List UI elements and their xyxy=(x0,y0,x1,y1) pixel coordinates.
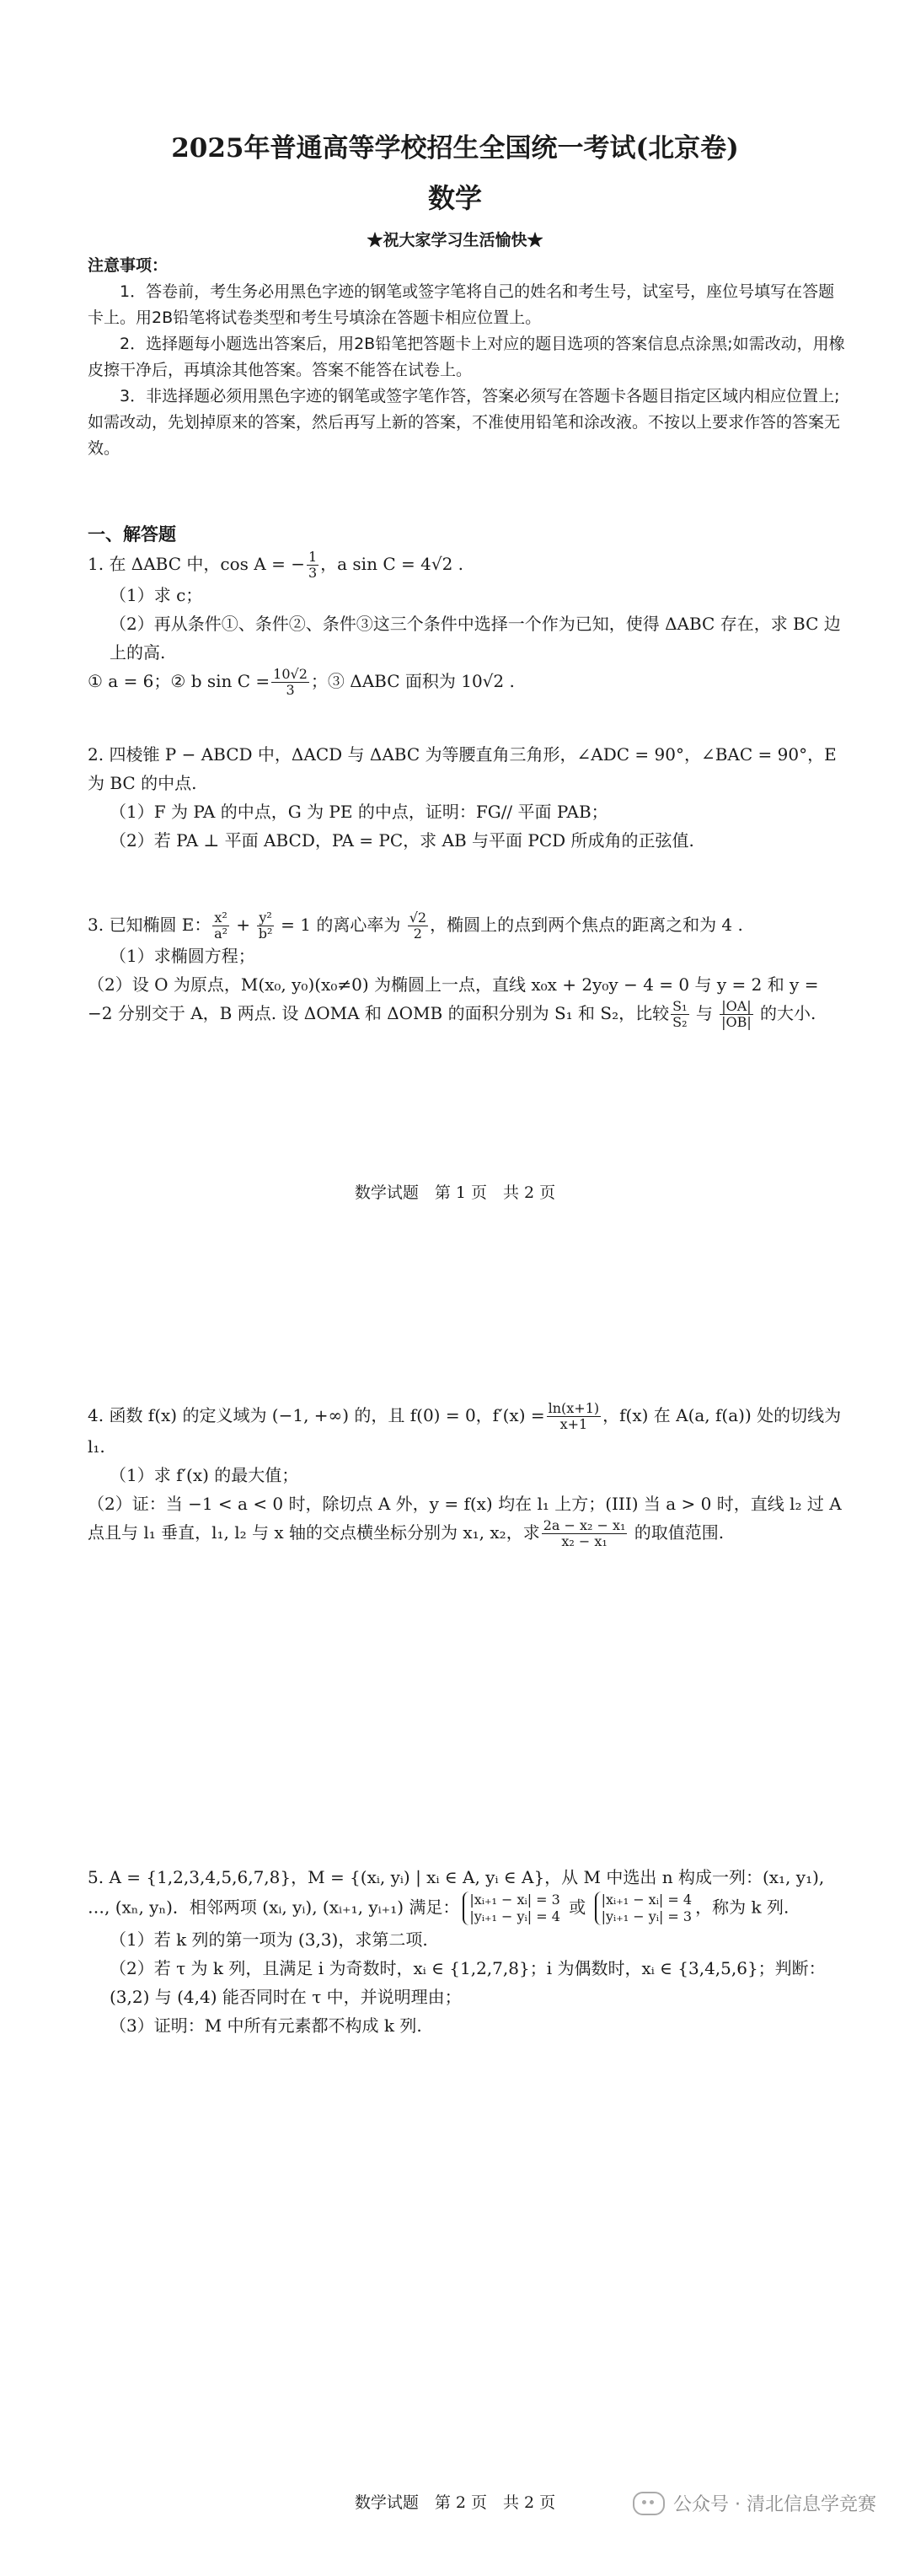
question-4 xyxy=(88,1401,846,1549)
question-1-stem: 1. 在 ΔABC 中，cos A = − $\frac{1}{3}$ ，a sin C = 4√2 . xyxy=(88,549,464,581)
exam-wish: ★祝大家学习生活愉快★ xyxy=(367,231,543,250)
question-1-part-1: （1）求 c； xyxy=(110,585,203,605)
question-5 xyxy=(88,1863,846,2040)
question-1-part-2: （2）再从条件①、条件②、条件③这三个条件中选择一个作为已知，使得 ΔABC 存在，求 BC 边上的高. xyxy=(110,614,841,663)
question-3-part-2: （2）设 O 为原点，M(x₀, y₀)(x₀≠0) 为椭圆上一点，直线 x₀x + 2y₀y − 4 = 0 与 y = 2 和 y = −2 分别交于 A，B 两点. 设 ΔOMA 和 ΔOMB 的面积分别为 S₁ 和 S₂，比较 $\frac{\text{S₁}}{\text{S₂}}$ 与 $\frac{|OA|}{|OB|}$ 的大小. xyxy=(88,974,819,1030)
fraction: $\frac{\text{y²}}{\text{b²}}$ xyxy=(258,910,273,942)
question-2-part-2: （2）若 PA ⊥ 平面 ABCD，PA = PC，求 AB 与平面 PCD 所成角的正弦值. xyxy=(110,830,694,851)
wechat-icon xyxy=(633,2492,665,2515)
question-2 xyxy=(88,740,846,855)
question-2-stem: 2. 四棱锥 P − ABCD 中，ΔACD 与 ΔABC 为等腰直角三角形，∠ADC = 90°，∠BAC = 90°，E 为 BC 的中点. xyxy=(88,744,837,793)
question-3 xyxy=(88,910,846,1030)
question-2-part-1: （1）F 为 PA 的中点，G 为 PE 的中点，证明：FG// 平面 PAB； xyxy=(110,802,608,822)
note-item: 2．选择题每小题选出答案后，用2B铅笔把答题卡上对应的题目选项的答案信息点涂黑;如需改动，用橡皮擦干净后，再填涂其他答案。答案不能答在试卷上。 xyxy=(88,335,845,379)
fraction: $\frac{√2}{2}$ xyxy=(409,910,427,942)
question-1-conditions: ① a = 6；② b sin C = $\frac{10√2}{3}$ ；③ ΔABC 面积为 10√2 . xyxy=(88,666,515,698)
question-3-part-1: （1）求椭圆方程； xyxy=(110,946,255,966)
fraction: $\frac{10√2}{3}$ xyxy=(273,666,308,698)
exam-page-1 xyxy=(0,0,910,1264)
question-4-stem: 4. 函数 f(x) 的定义域为 (−1, +∞) 的，且 f(0) = 0，f′(x) = $\frac{\ln(x+1)}{x+1}$ ，f(x) 在 A(a, f(a)) 处的切线为 l₁. xyxy=(88,1400,842,1457)
exam-title: 2025年普通高等学校招生全国统一考试(北京卷) xyxy=(171,133,739,164)
note-item: 1．答卷前，考生务必用黑色字迹的钢笔或签字笔将自己的姓名和考生号，试室号，座位号填写在答题卡上。用2B铅笔将试卷类型和考生号填涂在答题卡相应位置上。 xyxy=(88,282,835,327)
page-footer: 数学试题 第 1 页 共 2 页 xyxy=(354,1183,556,1202)
fraction: $\frac{\text{2a − x₂ − x₁}}{\text{x₂ − x₁}}$ xyxy=(543,1517,626,1549)
note-item: 3．非选择题必须用黑色字迹的钢笔或签字笔作答，答案必须写在答题卡各题目指定区域内相应位置上;如需改动，先划掉原来的答案，然后再写上新的答案，不准使用铅笔和涂改液。不按以上要求作答的答案无效。 xyxy=(88,387,841,458)
question-5-stem: 5. A = {1,2,3,4,5,6,7,8}，M = {(xᵢ, yᵢ) | xᵢ ∈ A, yᵢ ∈ A}，从 M 中选出 n 构成一列：(x₁, y₁), …, (xₙ, yₙ)．相邻两项 (xᵢ, yᵢ), (xᵢ₊₁, yᵢ₊₁) 满足： |xᵢ₊₁ − xᵢ| = 3 |yᵢ₊₁ − yᵢ| = 4 或 |xᵢ₊₁ − xᵢ| = 4 |yᵢ₊₁ − yᵢ| = 3 ，称为 k 列. xyxy=(88,1867,825,1924)
question-3-stem: 3. 已知椭圆 E： $\frac{\text{x²}}{\text{a²}}$ + $\frac{\text{y²}}{\text{b²}}$ = 1 的离心率为 $\frac{√2}{2}$ ，椭圆上的点到两个焦点的距离之和为 4 . xyxy=(88,910,743,942)
fraction: $\frac{1}{3}$ xyxy=(308,549,318,581)
notes-block xyxy=(88,253,846,462)
question-4-part-1: （1）求 f′(x) 的最大值； xyxy=(110,1465,299,1485)
question-5-part-1: （1）若 k 列的第一项为 (3,3)，求第二项. xyxy=(110,1929,428,1950)
fraction: $\frac{\text{S₁}}{\text{S₂}}$ xyxy=(672,998,688,1030)
question-5-part-2: （2）若 τ 为 k 列，且满足 i 为奇数时，xᵢ ∈ {1,2,7,8}；i 为偶数时，xᵢ ∈ {3,4,5,6}；判断：(3,2) 与 (4,4) 能否同时在 τ 中，并说明理由； xyxy=(110,1958,826,2007)
fraction: $\frac{\text{x²}}{\text{a²}}$ xyxy=(214,910,228,942)
watermark-text: 公众号 · 清北信息学竞赛 xyxy=(673,2494,876,2515)
watermark xyxy=(633,2490,876,2516)
fraction: $\frac{|OA|}{|OB|}$ xyxy=(721,998,752,1030)
question-1 xyxy=(88,550,846,698)
fraction: $\frac{\ln(x+1)}{x+1}$ xyxy=(548,1400,600,1432)
exam-subject: 数学 xyxy=(427,182,482,214)
condition-brace: |xᵢ₊₁ − xᵢ| = 4 |yᵢ₊₁ − yᵢ| = 3 xyxy=(595,1892,693,1925)
exam-page-2 xyxy=(0,1264,910,2576)
notes-heading: 注意事项： xyxy=(88,256,169,275)
page-footer: 数学试题 第 2 页 共 2 页 xyxy=(354,2493,556,2512)
section-heading: 一、解答题 xyxy=(88,524,176,545)
condition-brace: |xᵢ₊₁ − xᵢ| = 3 |yᵢ₊₁ − yᵢ| = 4 xyxy=(463,1892,560,1925)
question-5-part-3: （3）证明：M 中所有元素都不构成 k 列. xyxy=(110,2015,422,2036)
question-4-part-2: （2）证：当 −1 < a < 0 时，除切点 A 外，y = f(x) 均在 l₁ 上方；(III) 当 a > 0 时，直线 l₂ 过 A 点且与 l₁ 垂直，l₁, l₂ 与 x 轴的交点横坐标分别为 x₁, x₂，求 $\frac{\text{2a − x₂ − x₁}}{\text{x₂ − x₁}}$ 的取值范围. xyxy=(88,1494,842,1549)
